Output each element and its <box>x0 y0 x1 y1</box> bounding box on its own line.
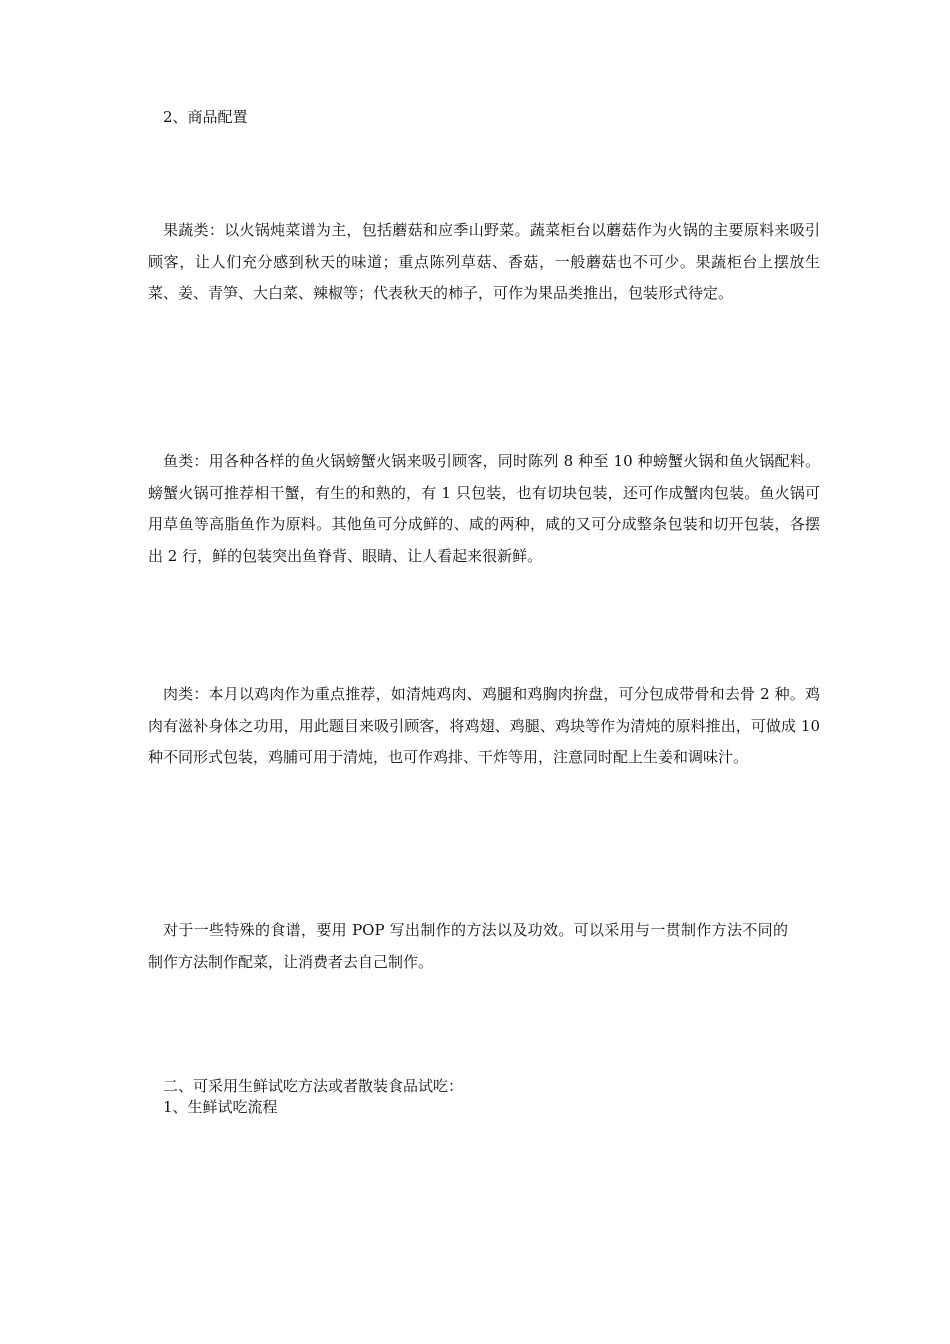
paragraph-fish: 鱼类：用各种各样的鱼火锅螃蟹火锅来吸引顾客，同时陈列 8 种至 10 种螃蟹火锅和鱼火锅配料。螃蟹火锅可推荐相干蟹，有生的和熟的，有 1 只包装，也有切块包装，还可作成蟹肉包装。鱼火锅可用草鱼等高脂鱼作为原料。其他鱼可分成鲜的、咸的两种，咸的又可分成整条包装和切开包装，各摆出 2 行，鲜的包装突出鱼脊背、眼睛、让人看起来很新鲜。 <box>148 452 820 565</box>
paragraph-meat: 肉类：本月以鸡肉作为重点推荐，如清炖鸡肉、鸡腿和鸡胸肉拚盘，可分包成带骨和去骨 2 种。鸡肉有滋补身体之功用，用此题目来吸引顾客，将鸡翅、鸡腿、鸡块等作为清炖的原料推出，可做成 10 种不同形式包装，鸡脯可用于清炖，也可作鸡排、干炸等用，注意同时配上生姜和调味汁。 <box>148 685 820 766</box>
paragraph-fruit-vegetables: 果蔬类：以火锅炖菜谱为主，包括蘑菇和应季山野菜。蔬菜柜台以蘑菇作为火锅的主要原料来吸引顾客，让人们充分感到秋天的味道；重点陈列草菇、香菇，一般蘑菇也不可少。果蔬柜台上摆放生菜、姜、青笋、大白菜、辣椒等；代表秋天的柿子，可作为果品类推出，包装形式待定。 <box>148 221 820 302</box>
heading-trial-flow: 1、生鲜试吃流程 <box>163 1098 278 1116</box>
heading-goods-config: 2、商品配置 <box>163 108 248 126</box>
heading-section-two: 二、可采用生鲜试吃方法或者散装食品试吃： <box>163 1077 464 1095</box>
paragraph-recipe-pop: 对于一些特殊的食谱，要用 POP 写出制作的方法以及功效。可以采用与一贯制作方法不同的制作方法制作配菜，让消费者去自己制作。 <box>148 921 788 971</box>
